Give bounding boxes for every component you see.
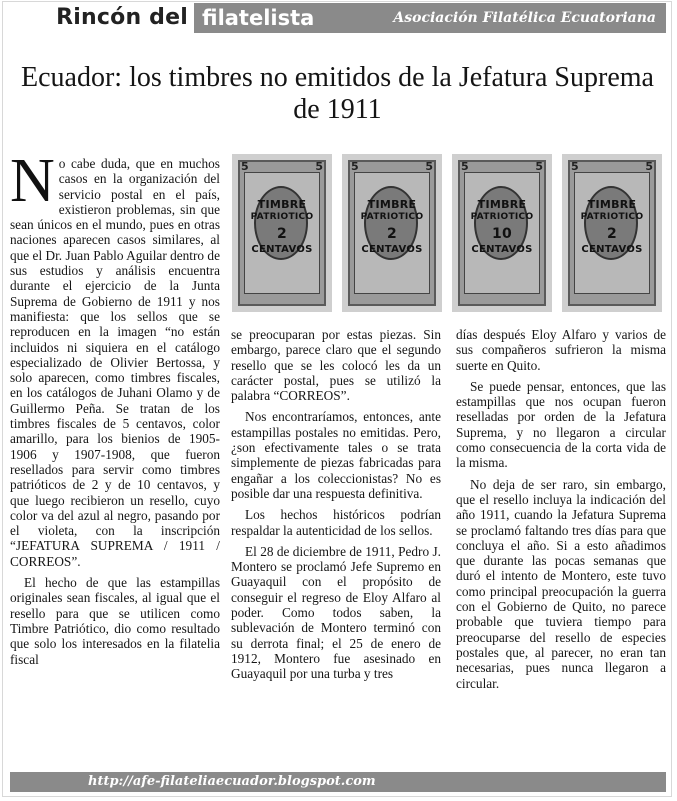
footer-url[interactable]: http://afe-filateliaecuador.blogspot.com [88,774,376,789]
overprint-line: 2 [606,226,618,242]
paragraph: días después Eloy Alfaro y varios de sus compañeros sufrieron la misma suerte en Quito. [456,327,666,373]
section-label: Rincón del [6,3,194,33]
stamp-corner-value: 5 [535,160,543,173]
stamps-image [232,154,666,316]
stamp [562,154,662,312]
overprint-line: CENTAVOS [581,244,643,255]
paragraph: Se puede pensar, entonces, que las estampillas que nos ocupan fueron reselladas por orden de la Jefatura Suprema, y no llegaron a circular como consecuencia de la corta vida de la misma. [456,378,666,471]
stamp-corner-value: 5 [645,160,653,173]
overprint-line: PATRIOTICO [470,212,534,222]
paragraph: No deja de ser raro, sin embargo, que el resello incluya la indicación del año 1911, cuando la Jefatura Suprema se proclamó faltando tres días para que concluya el año. Si a esto añadimos que durante las pocas semanas que duró el intento de Montero, este tuvo como principal preocupación la guerra con el Gobierno de Quito, no parece probable que tuviera tiempo para preocuparse del resello de especies postales que, al parecer, no eran tan necesarias, pues nunca llegaron a circular. [456,476,666,691]
article-title: Ecuador: los timbres no emitidos de la Jefatura Suprema de 1911 [21,62,654,125]
section-label-highlight: filatelista [202,6,315,30]
paragraph: o cabe duda, que en muchos casos en la organización del servicio postal en el país, existieron problemas, sin que sean únicos en el mundo, pues en otras naciones aparecen casos similares, al que el Dr. Juan Pablo Aguilar dentro de sus estudios y análisis encuentra durante el ejercicio de la Junta Suprema de Gobierno de 1911 y nos manifiesta: que los sellos que se reproducen en la imagen “no están incluidos ni siquiera en el catálogo especializado de Olivier Bertossa, y solo aparecen, como timbres fiscales, en los catálogos de Juhani Olamo y de Guillermo Peña. Se tratan de los timbres fiscales de 5 centavos, color amarillo, para los bienios de 1905-1906 y 1907-1908, que fueron resellados para servir como timbres patrióticos de 2 y de 10 centavos, y que luego recibieron un resello, cuyo color va del azul al negro, pasando por el violeta, con la inscripción “JEFATURA SUPREMA / 1911 / CORREOS”. [10,156,220,569]
drop-cap: N [10,147,55,215]
footer-bar [10,772,666,792]
overprint-line: PATRIOTICO [580,212,644,222]
overprint-line: 2 [386,226,398,242]
stamp-corner-value: 5 [425,160,433,173]
stamp [452,154,552,312]
overprint-line: TIMBRE [367,198,417,211]
article-column-2 [231,327,441,688]
header-bar [194,3,666,33]
overprint-line: CENTAVOS [471,244,533,255]
article-column-3 [456,327,666,697]
paragraph: Los hechos históricos podrían respaldar la autenticidad de los sellos. [231,507,441,538]
organization-name: Asociación Filatélica Ecuatoriana [393,10,656,26]
overprint-line: TIMBRE [257,198,307,211]
overprint-line: PATRIOTICO [250,212,314,222]
paragraph: El hecho de que las estampillas originales sean fiscales, al igual que el resello para que se utilicen como Timbre Patriótico, dio como resultado que solo los interesados en la filatelia fiscal [10,575,220,667]
paragraph: Nos encontraríamos, entonces, ante estampillas postales no emitidas. Pero, ¿son efectivamente tales o se trata simplemente de piezas fabricadas para engañar a los coleccionistas? No es posible dar una respuesta definitiva. [231,409,441,501]
paragraph: se preocuparan por estas piezas. Sin embargo, parece claro que el segundo resello que se les colocó les da un carácter postal, pues se utilizó la palabra “CORREOS”. [231,327,441,404]
overprint-line: CENTAVOS [361,244,423,255]
stamp [342,154,442,312]
overprint-line: 10 [491,226,513,242]
overprint-line: TIMBRE [477,198,527,211]
section-header [6,3,666,33]
stamp-corner-value: 5 [241,160,249,173]
stamp-corner-value: 5 [571,160,579,173]
article-column-1 [10,147,220,673]
overprint-line: CENTAVOS [251,244,313,255]
overprint-line: TIMBRE [587,198,637,211]
overprint-line: 2 [276,226,288,242]
stamp-corner-value: 5 [315,160,323,173]
stamp-corner-value: 5 [461,160,469,173]
stamp [232,154,332,312]
overprint-line: PATRIOTICO [360,212,424,222]
stamp-corner-value: 5 [351,160,359,173]
paragraph: El 28 de diciembre de 1911, Pedro J. Montero se proclamó Jefe Supremo en Guayaquil con el propósito de conseguir el regreso de Eloy Alfaro al poder. Como todos saben, la sublevación de Montero terminó con su derrota final; el 25 de enero de 1912, Montero fue asesinado en Guayaquil por una turba y tres [231,543,441,682]
